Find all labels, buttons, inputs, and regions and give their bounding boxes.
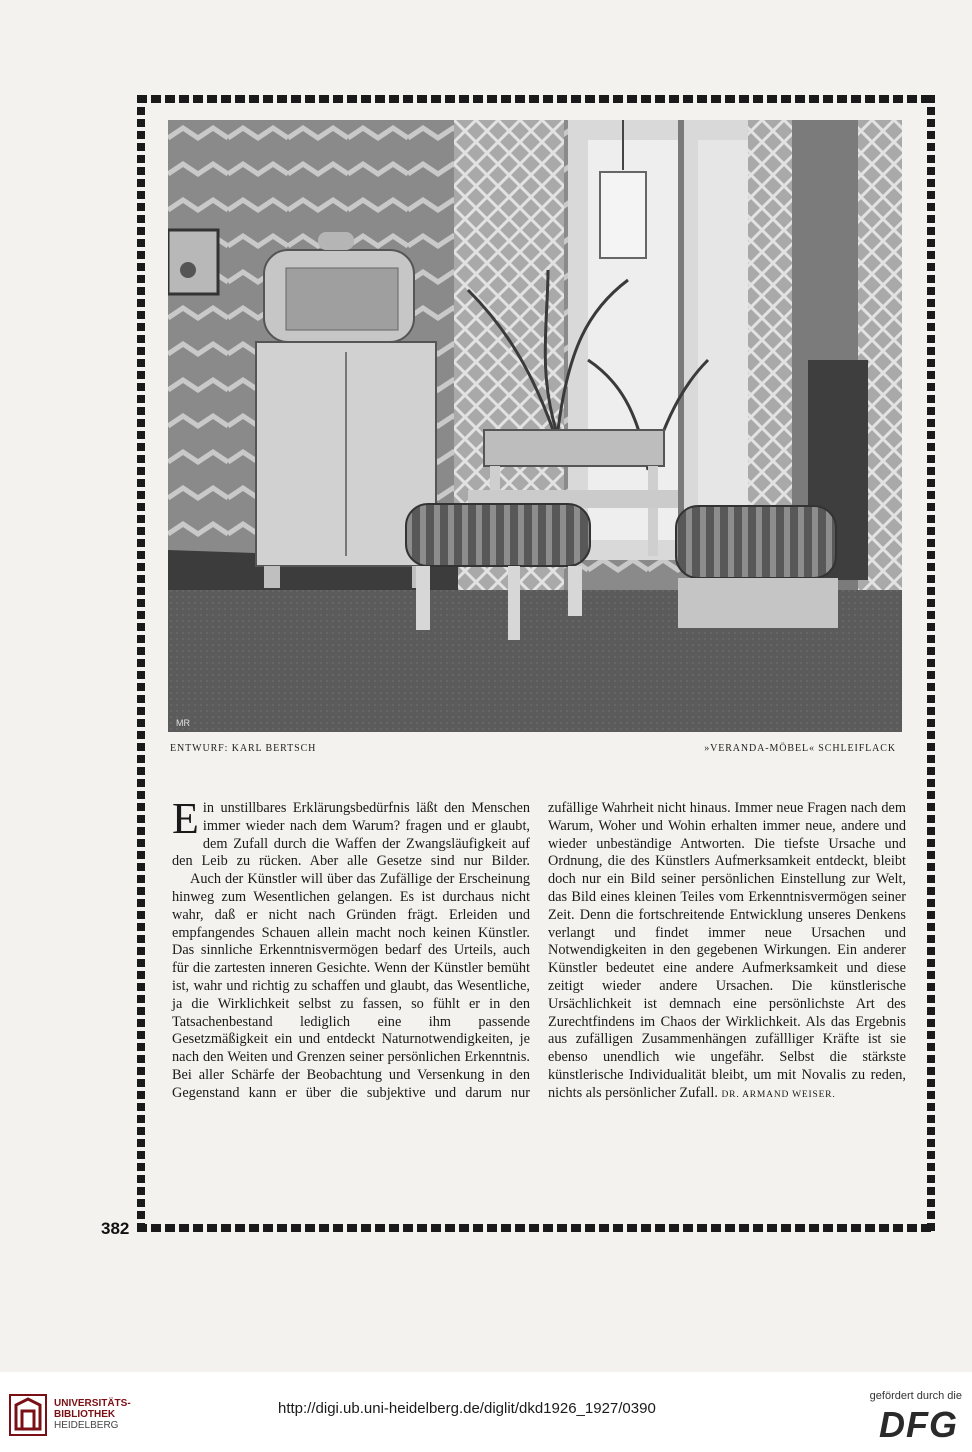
article-column-right xyxy=(548,800,906,1210)
article-paragraph xyxy=(172,871,530,1102)
article-paragraph xyxy=(172,794,530,871)
caption-designer: ENTWURF: KARL BERTSCH xyxy=(170,743,317,754)
paragraph-text: zufällige Wahrheit nicht hinaus. Immer neue Fragen nach dem Warum, Woher und Wohin erhalten immer neue, andere und wieder unbeständige Antworten. Die tiefste Ursache und Ordnung, die des Künstlers Aufmerksamkeit entdeckt, bleibt doch nur ein Bild seiner persönlichen Einstellung zur Welt, das Bild eines kleinen Teiles vom Erkenntnisvermögen seiner Zeit. Denn die fortschreitende Entwicklung unseres Denkens verlangt und findet immer neue Ursachen und Notwendigkeiten in den gegebenen Wirkungen. Ein anderer Künstler bedeutet eine andere Aufmerksamkeit und diese zeitigt wieder andere Ursachen. Die künstlerische Ursächlichkeit ist demnach eine persönlichste Art des Zurechtfindens im Chaos der Wirklichkeit. Als das Ergebnis aus zufälligen Zusammenhängen zufällliger Kräfte ist sie ebenso unendlich wie ungefähr. Selbst die stärkste künstlerische Individualität bleibt, um mit Novalis zu reden, nichts als persönlicher Zufall. xyxy=(548,800,906,1101)
funding-note: gefördert durch die xyxy=(869,1390,962,1402)
frame-border-top xyxy=(137,95,935,103)
frame-border-left xyxy=(137,95,145,1232)
dfg-logo: DFG xyxy=(879,1404,958,1445)
article-paragraph xyxy=(548,800,906,1105)
paragraph-text: in unstillbares Erklärungsbedürfnis läßt den Menschen immer wieder nach dem Warum? fragen und er glaubt, dem Zufall durch die Waffen der Zwangsläufigkeit auf den Leib zu rücken. Aber alle Gesetze sind nur Bilder. xyxy=(172,800,530,870)
library-name-line: HEIDELBERG xyxy=(54,1420,119,1431)
paragraph-text: Auch der Künstler will über das Zufällige der Erscheinung hinweg zum Wesentlichen gelangen. Es ist durchaus nicht wahr, daß er nicht nach Gründen frägt. Erleiden und empfangendes Schauen allein macht noch keinen Künstler. Das sinnliche Erkenntnisvermögen bedarf des Urteils, auch für die zartesten inneren Gesichte. Wenn der Künstler bemüht ist, wahr und richtig zu schaffen und glaubt, das Wesentliche, ja die Wirklichkeit selbst zu fassen, so fühlt er in den Tatsachenbestand lediglich eine ihm passende Gesetzmäßigkeit ein und entdeckt Naturnotwendigkeiten, je nach den Weiten und Grenzen seiner persönlichen Erkenntnis. Bei aller Schärfe der Beobachtung und Versenkung in den Gegenstand kann er über die subjektive und darum nur xyxy=(172,871,530,1101)
frame-border-bottom xyxy=(137,1224,935,1232)
university-library-logo-icon xyxy=(8,1393,48,1437)
frame-border-right xyxy=(927,95,935,1232)
author-signature: DR. ARMAND WEISER. xyxy=(721,1089,836,1100)
drop-cap: E xyxy=(172,794,199,843)
library-name-line: UNIVERSITÄTS- xyxy=(54,1398,131,1409)
library-name-line: BIBLIOTHEK xyxy=(54,1409,116,1420)
page-number: 382 xyxy=(101,1219,130,1238)
interior-photograph xyxy=(168,120,902,732)
photo-mark: MR xyxy=(176,718,190,728)
article-column-left xyxy=(172,794,530,1210)
permalink-url[interactable]: http://digi.ub.uni-heidelberg.de/diglit/dkd1926_1927/0390 xyxy=(278,1400,656,1417)
photo-illustration xyxy=(168,120,902,732)
library-name xyxy=(54,1398,164,1438)
caption-title: »VERANDA-MÖBEL« SCHLEIFLACK xyxy=(704,743,896,754)
